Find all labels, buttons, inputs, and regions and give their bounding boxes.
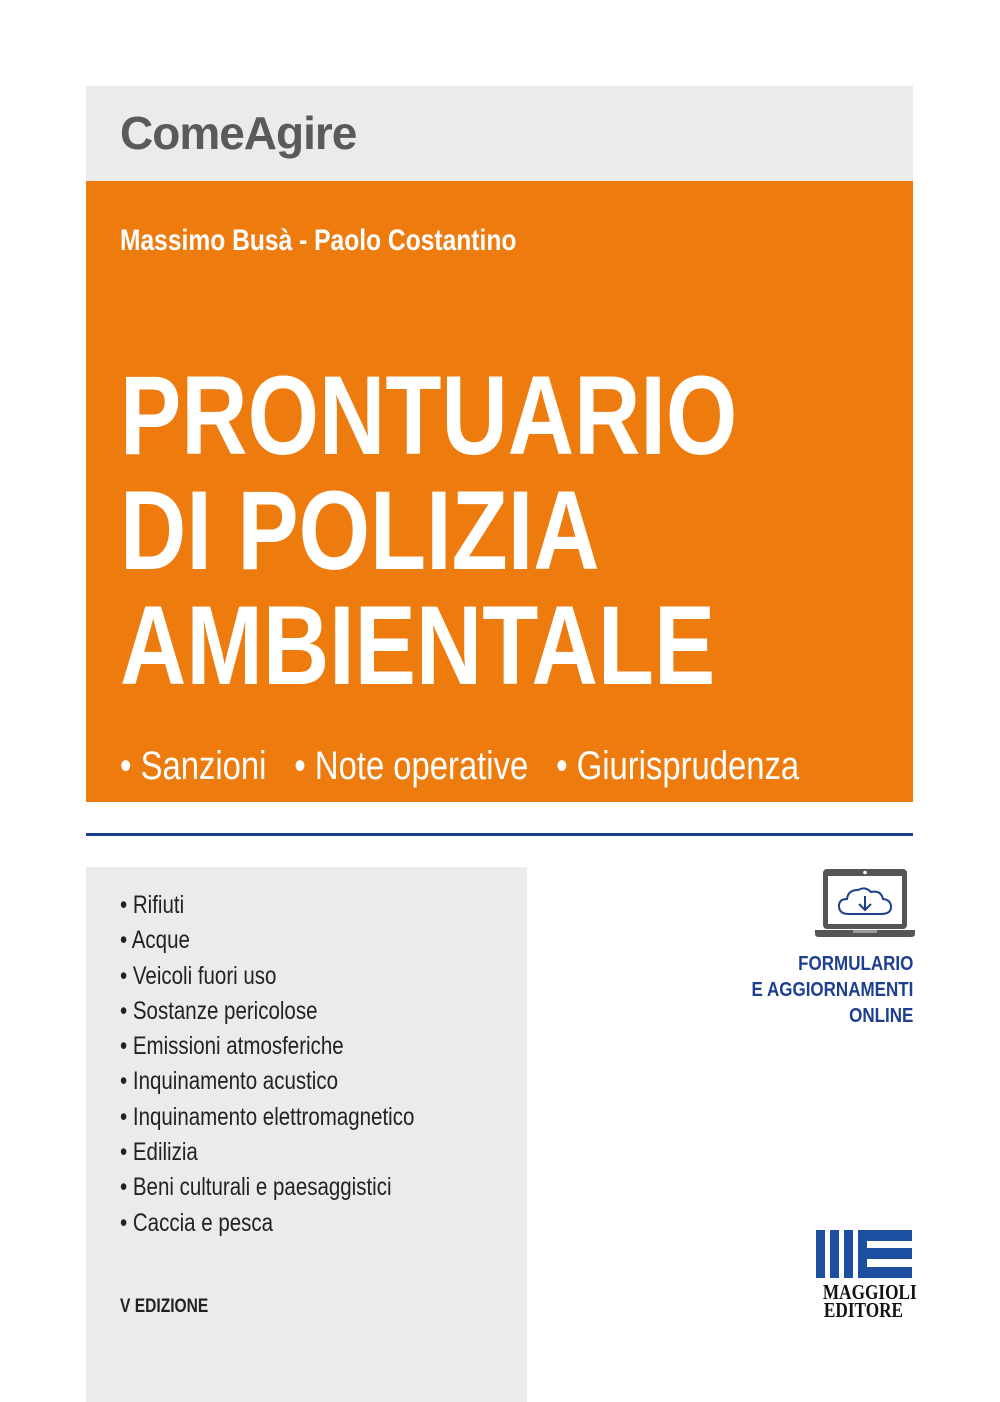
online-resources-label	[723, 951, 913, 1029]
divider	[86, 833, 913, 836]
topic-item: • Beni culturali e paesaggistici	[120, 1173, 392, 1202]
topic-item: • Edilizia	[120, 1138, 198, 1167]
topic-item: • Rifiuti	[120, 891, 185, 919]
online-line: E AGGIORNAMENTI	[751, 979, 913, 1001]
edition: V EDIZIONE	[120, 1296, 209, 1317]
topic-item: • Inquinamento acustico	[120, 1067, 339, 1096]
topic-item: • Caccia e pesca	[120, 1208, 274, 1237]
topics-list	[120, 888, 414, 1241]
series-logo: ComeAgire	[120, 107, 357, 159]
title-line-1: PRONTUARIO	[120, 353, 738, 478]
subtitle-item: • Note operative	[294, 744, 529, 788]
topic-item: • Veicoli fuori uso	[120, 961, 277, 990]
title-line-3: AMBIENTALE	[120, 583, 716, 708]
laptop-cloud-download-icon	[815, 866, 915, 940]
online-line: ONLINE	[848, 1005, 913, 1027]
topic-item: • Emissioni atmosferiche	[120, 1032, 344, 1061]
topic-item: • Acque	[120, 926, 190, 955]
topic-item: • Inquinamento elettromagnetico	[120, 1102, 415, 1131]
publisher-name: MAGGIOLI	[822, 1280, 917, 1304]
maggioli-logo-icon	[814, 1230, 913, 1278]
subtitle-item: • Giurisprudenza	[556, 744, 800, 788]
subtitle-list	[120, 744, 827, 789]
topic-item: • Sostanze pericolose	[120, 996, 318, 1025]
authors: Massimo Busà - Paolo Costantino	[120, 224, 517, 257]
title-line-2: DI POLIZIA	[120, 468, 600, 593]
publisher-logo	[814, 1230, 917, 1322]
online-line: FORMULARIO	[797, 953, 913, 975]
subtitle-item: • Sanzioni	[120, 744, 267, 788]
publisher-subname: EDITORE	[823, 1298, 904, 1322]
